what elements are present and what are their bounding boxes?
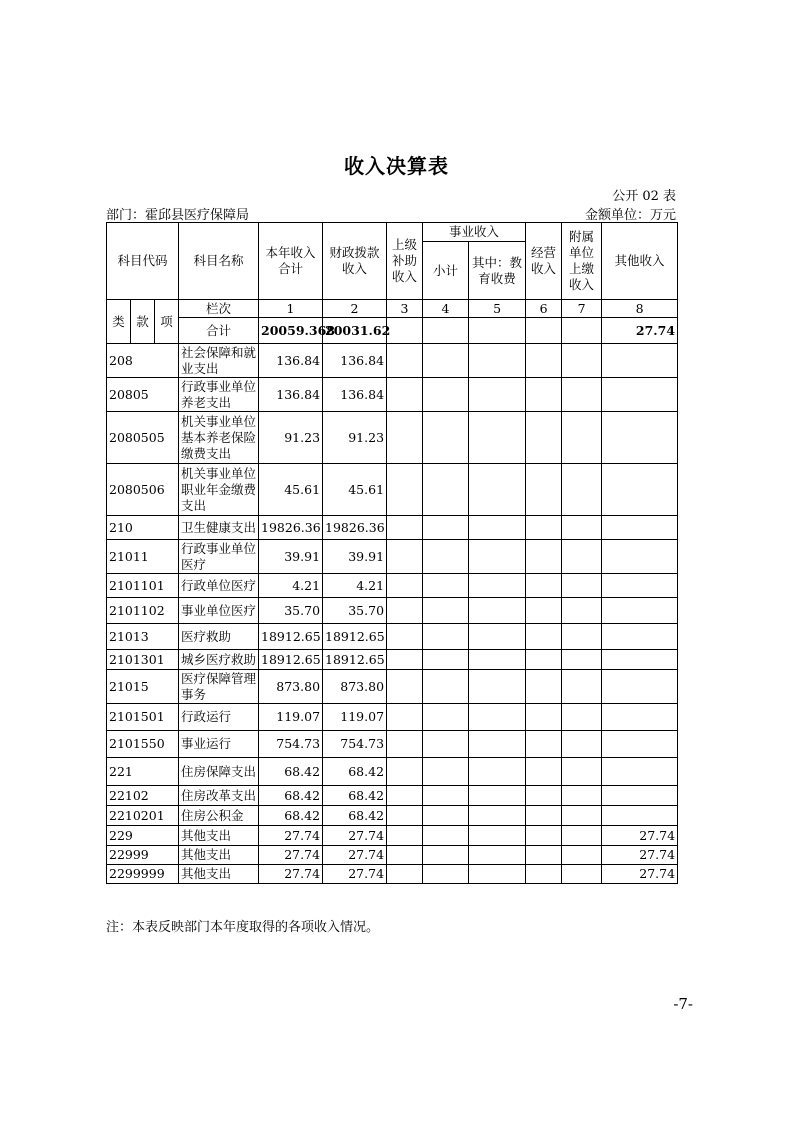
affiliated-cell bbox=[562, 574, 602, 598]
subtotal-cell bbox=[423, 670, 469, 704]
other-income-cell: 27.74 bbox=[602, 865, 678, 884]
table-row bbox=[107, 806, 678, 826]
subtotal-cell bbox=[423, 574, 469, 598]
header-lei: 类 bbox=[107, 300, 131, 344]
fiscal-cell: 45.61 bbox=[323, 464, 387, 516]
other-income-cell bbox=[602, 624, 678, 650]
subtotal-cell bbox=[423, 865, 469, 884]
other-income-cell bbox=[602, 670, 678, 704]
fiscal-cell: 136.84 bbox=[323, 378, 387, 412]
subtotal-cell bbox=[423, 758, 469, 786]
operating-cell bbox=[526, 464, 562, 516]
operating-cell bbox=[526, 786, 562, 806]
edu-fee-cell bbox=[469, 806, 526, 826]
table-row bbox=[107, 598, 678, 624]
total-income-cell: 873.80 bbox=[259, 670, 323, 704]
subject-code-cell: 2299999 bbox=[107, 865, 179, 884]
other-income-cell bbox=[602, 344, 678, 378]
edu-fee-cell bbox=[469, 758, 526, 786]
operating-cell bbox=[526, 624, 562, 650]
header-edu-fee: 其中：教育收费 bbox=[469, 242, 526, 300]
income-table bbox=[106, 222, 678, 884]
affiliated-cell bbox=[562, 704, 602, 731]
subject-name-cell: 社会保障和就业支出 bbox=[179, 344, 259, 378]
subtotal-cell bbox=[423, 650, 469, 670]
operating-cell bbox=[526, 758, 562, 786]
superior-cell bbox=[387, 650, 423, 670]
other-income-cell: 27.74 bbox=[602, 826, 678, 846]
table-row bbox=[107, 731, 678, 758]
superior-cell bbox=[387, 704, 423, 731]
affiliated-cell bbox=[562, 758, 602, 786]
amount-unit-label: 金额单位：万元 bbox=[584, 208, 676, 223]
col-num-2: 2 bbox=[323, 300, 387, 318]
superior-cell bbox=[387, 670, 423, 704]
table-row bbox=[107, 826, 678, 846]
table-row bbox=[107, 464, 678, 516]
edu-fee-cell bbox=[469, 650, 526, 670]
header-subtotal: 小计 bbox=[423, 242, 469, 300]
affiliated-cell bbox=[562, 464, 602, 516]
fiscal-cell: 91.23 bbox=[323, 412, 387, 464]
subject-name-cell: 其他支出 bbox=[179, 826, 259, 846]
subtotal-cell bbox=[423, 598, 469, 624]
subject-code-cell: 221 bbox=[107, 758, 179, 786]
subject-code-cell: 2101101 bbox=[107, 574, 179, 598]
total-income-cell: 68.42 bbox=[259, 758, 323, 786]
fiscal-cell: 119.07 bbox=[323, 704, 387, 731]
subtotal-cell bbox=[423, 378, 469, 412]
total-income-cell: 27.74 bbox=[259, 865, 323, 884]
edu-fee-cell bbox=[469, 826, 526, 846]
operating-cell bbox=[526, 378, 562, 412]
edu-fee-cell bbox=[469, 865, 526, 884]
empty-cell bbox=[526, 318, 562, 344]
subject-name-cell: 行政事业单位养老支出 bbox=[179, 378, 259, 412]
total-row bbox=[107, 318, 678, 344]
column-number-row bbox=[107, 300, 678, 318]
edu-fee-cell bbox=[469, 344, 526, 378]
total-income-cell: 19826.36 bbox=[259, 516, 323, 540]
subject-name-cell: 城乡医疗救助 bbox=[179, 650, 259, 670]
subject-code-cell: 208 bbox=[107, 344, 179, 378]
operating-cell bbox=[526, 650, 562, 670]
affiliated-cell bbox=[562, 516, 602, 540]
fiscal-cell: 35.70 bbox=[323, 598, 387, 624]
subject-code-cell: 210 bbox=[107, 516, 179, 540]
edu-fee-cell bbox=[469, 704, 526, 731]
subject-code-cell: 2101102 bbox=[107, 598, 179, 624]
affiliated-cell bbox=[562, 412, 602, 464]
table-row bbox=[107, 670, 678, 704]
operating-cell bbox=[526, 670, 562, 704]
superior-cell bbox=[387, 786, 423, 806]
edu-fee-cell bbox=[469, 574, 526, 598]
fiscal-cell: 873.80 bbox=[323, 670, 387, 704]
subtotal-cell bbox=[423, 540, 469, 574]
table-row bbox=[107, 650, 678, 670]
header-affiliated: 附属单位上缴收入 bbox=[562, 223, 602, 300]
edu-fee-cell bbox=[469, 412, 526, 464]
other-income-cell bbox=[602, 540, 678, 574]
operating-cell bbox=[526, 574, 562, 598]
fiscal-cell: 27.74 bbox=[323, 826, 387, 846]
total-income-cell: 136.84 bbox=[259, 378, 323, 412]
header-fiscal: 财政拨款收入 bbox=[323, 223, 387, 300]
affiliated-cell bbox=[562, 378, 602, 412]
edu-fee-cell bbox=[469, 786, 526, 806]
table-note: 注：本表反映部门本年度取得的各项收入情况。 bbox=[106, 920, 380, 935]
fiscal-cell: 68.42 bbox=[323, 758, 387, 786]
affiliated-cell bbox=[562, 670, 602, 704]
fiscal-cell: 136.84 bbox=[323, 344, 387, 378]
header-other: 其他收入 bbox=[602, 223, 678, 300]
superior-cell bbox=[387, 574, 423, 598]
subtotal-cell bbox=[423, 731, 469, 758]
other-income-cell bbox=[602, 704, 678, 731]
fiscal-cell: 27.74 bbox=[323, 846, 387, 865]
other-income-cell bbox=[602, 598, 678, 624]
edu-fee-cell bbox=[469, 670, 526, 704]
table-row bbox=[107, 786, 678, 806]
affiliated-cell bbox=[562, 540, 602, 574]
subject-name-cell: 医疗救助 bbox=[179, 624, 259, 650]
total-other-value: 27.74 bbox=[602, 318, 678, 344]
subject-name-cell: 机关事业单位基本养老保险缴费支出 bbox=[179, 412, 259, 464]
affiliated-cell bbox=[562, 624, 602, 650]
table-row bbox=[107, 704, 678, 731]
operating-cell bbox=[526, 412, 562, 464]
header-kuan: 款 bbox=[131, 300, 155, 344]
operating-cell bbox=[526, 704, 562, 731]
superior-cell bbox=[387, 758, 423, 786]
subtotal-cell bbox=[423, 846, 469, 865]
subtotal-cell bbox=[423, 826, 469, 846]
header-xiang: 项 bbox=[155, 300, 179, 344]
total-income-cell: 754.73 bbox=[259, 731, 323, 758]
total-label: 合计 bbox=[179, 318, 259, 344]
fiscal-cell: 18912.65 bbox=[323, 624, 387, 650]
empty-cell bbox=[423, 318, 469, 344]
other-income-cell bbox=[602, 758, 678, 786]
other-income-cell bbox=[602, 378, 678, 412]
table-row bbox=[107, 865, 678, 884]
subtotal-cell bbox=[423, 704, 469, 731]
other-income-cell bbox=[602, 806, 678, 826]
operating-cell bbox=[526, 865, 562, 884]
subject-name-cell: 住房保障支出 bbox=[179, 758, 259, 786]
fiscal-cell: 68.42 bbox=[323, 806, 387, 826]
affiliated-cell bbox=[562, 826, 602, 846]
other-income-cell bbox=[602, 464, 678, 516]
superior-cell bbox=[387, 540, 423, 574]
total-income-cell: 45.61 bbox=[259, 464, 323, 516]
table-row bbox=[107, 412, 678, 464]
form-number: 公开 02 表 bbox=[612, 189, 676, 204]
empty-cell bbox=[387, 318, 423, 344]
fiscal-cell: 4.21 bbox=[323, 574, 387, 598]
other-income-cell bbox=[602, 731, 678, 758]
fiscal-cell: 754.73 bbox=[323, 731, 387, 758]
total-income-cell: 68.42 bbox=[259, 786, 323, 806]
other-income-cell bbox=[602, 516, 678, 540]
subtotal-cell bbox=[423, 464, 469, 516]
superior-cell bbox=[387, 464, 423, 516]
subject-code-cell: 2101301 bbox=[107, 650, 179, 670]
page-number: -7- bbox=[673, 995, 693, 1013]
table-row bbox=[107, 378, 678, 412]
other-income-cell: 27.74 bbox=[602, 846, 678, 865]
edu-fee-cell bbox=[469, 516, 526, 540]
column-label: 栏次 bbox=[179, 300, 259, 318]
subject-name-cell: 住房改革支出 bbox=[179, 786, 259, 806]
subject-code-cell: 2101550 bbox=[107, 731, 179, 758]
edu-fee-cell bbox=[469, 624, 526, 650]
table-row bbox=[107, 516, 678, 540]
operating-cell bbox=[526, 516, 562, 540]
col-num-3: 3 bbox=[387, 300, 423, 318]
subtotal-cell bbox=[423, 412, 469, 464]
affiliated-cell bbox=[562, 786, 602, 806]
other-income-cell bbox=[602, 574, 678, 598]
fiscal-cell: 39.91 bbox=[323, 540, 387, 574]
operating-cell bbox=[526, 540, 562, 574]
other-income-cell bbox=[602, 412, 678, 464]
edu-fee-cell bbox=[469, 598, 526, 624]
subject-name-cell: 其他支出 bbox=[179, 846, 259, 865]
subject-name-cell: 卫生健康支出 bbox=[179, 516, 259, 540]
header-subject-name: 科目名称 bbox=[179, 223, 259, 300]
subject-name-cell: 事业运行 bbox=[179, 731, 259, 758]
superior-cell bbox=[387, 846, 423, 865]
total-income-value: 20059.368 bbox=[259, 318, 323, 344]
total-income-cell: 27.74 bbox=[259, 826, 323, 846]
total-income-cell: 136.84 bbox=[259, 344, 323, 378]
superior-cell bbox=[387, 826, 423, 846]
superior-cell bbox=[387, 598, 423, 624]
affiliated-cell bbox=[562, 865, 602, 884]
edu-fee-cell bbox=[469, 846, 526, 865]
subject-name-cell: 行政事业单位医疗 bbox=[179, 540, 259, 574]
operating-cell bbox=[526, 731, 562, 758]
subject-code-cell: 2210201 bbox=[107, 806, 179, 826]
superior-cell bbox=[387, 865, 423, 884]
subject-code-cell: 21011 bbox=[107, 540, 179, 574]
other-income-cell bbox=[602, 786, 678, 806]
total-income-cell: 68.42 bbox=[259, 806, 323, 826]
header-row-1 bbox=[107, 223, 678, 242]
subject-name-cell: 行政运行 bbox=[179, 704, 259, 731]
superior-cell bbox=[387, 624, 423, 650]
table-row bbox=[107, 758, 678, 786]
subject-code-cell: 22999 bbox=[107, 846, 179, 865]
total-income-cell: 18912.65 bbox=[259, 650, 323, 670]
department-label: 部门：霍邱县医疗保障局 bbox=[106, 208, 250, 223]
edu-fee-cell bbox=[469, 731, 526, 758]
total-income-cell: 4.21 bbox=[259, 574, 323, 598]
table-row bbox=[107, 574, 678, 598]
subject-code-cell: 21013 bbox=[107, 624, 179, 650]
subject-code-cell: 2080506 bbox=[107, 464, 179, 516]
page-title: 收入决算表 bbox=[344, 154, 449, 178]
total-income-cell: 18912.65 bbox=[259, 624, 323, 650]
header-operating: 经营收入 bbox=[526, 223, 562, 300]
subject-code-cell: 2080505 bbox=[107, 412, 179, 464]
affiliated-cell bbox=[562, 846, 602, 865]
fiscal-cell: 18912.65 bbox=[323, 650, 387, 670]
affiliated-cell bbox=[562, 806, 602, 826]
total-fiscal-value: 20031.62 bbox=[323, 318, 387, 344]
affiliated-cell bbox=[562, 598, 602, 624]
fiscal-cell: 27.74 bbox=[323, 865, 387, 884]
col-num-4: 4 bbox=[423, 300, 469, 318]
affiliated-cell bbox=[562, 731, 602, 758]
total-income-cell: 35.70 bbox=[259, 598, 323, 624]
affiliated-cell bbox=[562, 344, 602, 378]
edu-fee-cell bbox=[469, 464, 526, 516]
superior-cell bbox=[387, 344, 423, 378]
subtotal-cell bbox=[423, 786, 469, 806]
empty-cell bbox=[469, 318, 526, 344]
table-row bbox=[107, 846, 678, 865]
superior-cell bbox=[387, 806, 423, 826]
table-row bbox=[107, 540, 678, 574]
total-income-cell: 91.23 bbox=[259, 412, 323, 464]
subject-name-cell: 其他支出 bbox=[179, 865, 259, 884]
subject-code-cell: 22102 bbox=[107, 786, 179, 806]
col-num-1: 1 bbox=[259, 300, 323, 318]
col-num-7: 7 bbox=[562, 300, 602, 318]
operating-cell bbox=[526, 344, 562, 378]
subject-code-cell: 21015 bbox=[107, 670, 179, 704]
superior-cell bbox=[387, 412, 423, 464]
empty-cell bbox=[562, 318, 602, 344]
operating-cell bbox=[526, 846, 562, 865]
operating-cell bbox=[526, 806, 562, 826]
table-row bbox=[107, 344, 678, 378]
total-income-cell: 27.74 bbox=[259, 846, 323, 865]
subject-code-cell: 229 bbox=[107, 826, 179, 846]
header-subject-code: 科目代码 bbox=[107, 223, 179, 300]
col-num-8: 8 bbox=[602, 300, 678, 318]
subject-name-cell: 机关事业单位职业年金缴费支出 bbox=[179, 464, 259, 516]
subject-name-cell: 行政单位医疗 bbox=[179, 574, 259, 598]
superior-cell bbox=[387, 516, 423, 540]
table-row bbox=[107, 624, 678, 650]
other-income-cell bbox=[602, 650, 678, 670]
operating-cell bbox=[526, 598, 562, 624]
fiscal-cell: 68.42 bbox=[323, 786, 387, 806]
subject-name-cell: 医疗保障管理事务 bbox=[179, 670, 259, 704]
fiscal-cell: 19826.36 bbox=[323, 516, 387, 540]
operating-cell bbox=[526, 826, 562, 846]
header-business: 事业收入 bbox=[423, 223, 526, 242]
subtotal-cell bbox=[423, 624, 469, 650]
header-total-income: 本年收入合计 bbox=[259, 223, 323, 300]
superior-cell bbox=[387, 731, 423, 758]
total-income-cell: 119.07 bbox=[259, 704, 323, 731]
subtotal-cell bbox=[423, 516, 469, 540]
subject-name-cell: 住房公积金 bbox=[179, 806, 259, 826]
col-num-6: 6 bbox=[526, 300, 562, 318]
subtotal-cell bbox=[423, 344, 469, 378]
header-superior: 上级补助收入 bbox=[387, 223, 423, 300]
edu-fee-cell bbox=[469, 540, 526, 574]
subject-code-cell: 2101501 bbox=[107, 704, 179, 731]
subject-code-cell: 20805 bbox=[107, 378, 179, 412]
superior-cell bbox=[387, 378, 423, 412]
col-num-5: 5 bbox=[469, 300, 526, 318]
total-income-cell: 39.91 bbox=[259, 540, 323, 574]
edu-fee-cell bbox=[469, 378, 526, 412]
affiliated-cell bbox=[562, 650, 602, 670]
subject-name-cell: 事业单位医疗 bbox=[179, 598, 259, 624]
subtotal-cell bbox=[423, 806, 469, 826]
